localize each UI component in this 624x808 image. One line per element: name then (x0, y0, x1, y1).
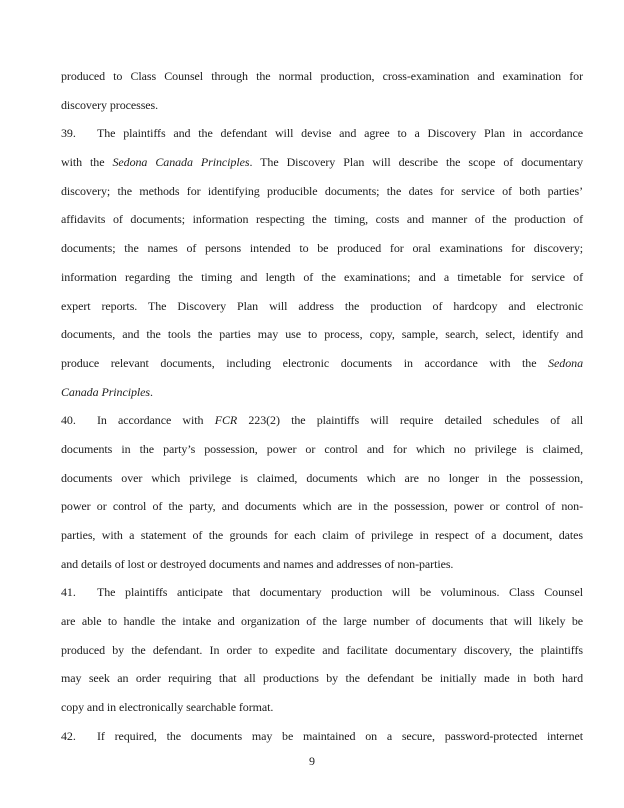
text-line (61, 91, 583, 120)
text-segment: Sedona Canada Principles (112, 155, 250, 170)
text-line (61, 435, 583, 464)
text-segment: may seek an order requiring that all productions by the defendant be initially made in both hard (61, 671, 583, 686)
text-segment: produced to Class Counsel through the normal production, cross-examination and examination for (61, 69, 583, 83)
paragraph (61, 62, 583, 119)
page-number: 9 (309, 754, 315, 768)
document-body (61, 62, 583, 751)
text-segment: parties, with a statement of the grounds for each claim of privilege in respect of a document, dates (61, 528, 583, 542)
text-line (61, 148, 583, 177)
text-line (61, 292, 583, 321)
paragraph (61, 119, 583, 406)
text-segment: documents; the names of persons intended to be produced for oral examinations for discovery; (61, 241, 583, 256)
paragraph (61, 406, 583, 578)
text-line (61, 578, 583, 607)
text-line (61, 119, 583, 148)
paragraph-number: 42. (61, 728, 76, 743)
text-segment: power or control of the party, and documents which are in the possession, power or control of non- (61, 499, 583, 514)
text-line (61, 664, 583, 693)
text-segment: FCR (214, 413, 238, 428)
text-segment: documents over which privilege is claimed, documents which are no longer in the possession, (61, 470, 583, 485)
paragraph (61, 578, 583, 721)
text-segment: discovery processes. (61, 97, 159, 112)
paragraph (61, 722, 583, 751)
paragraph-number: 40. (61, 413, 76, 428)
text-line (61, 693, 583, 722)
text-line (61, 62, 583, 91)
text-line (61, 263, 583, 292)
text-segment: produce relevant documents, including electronic documents in accordance with the (61, 355, 549, 370)
text-segment: . (149, 384, 153, 399)
text-segment: copy and in electronically searchable format. (61, 700, 274, 715)
text-segment: documents, and the tools the parties may use to process, copy, sample, search, select, identify and (61, 327, 583, 342)
text-segment: are able to handle the intake and organization of the large number of documents that will likely be (61, 614, 583, 629)
text-segment: The plaintiffs anticipate that documentary production will be voluminous. Class Counsel (97, 585, 583, 600)
text-segment: The plaintiffs and the defendant will devise and agree to a Discovery Plan in accordance (97, 126, 583, 141)
text-line (61, 234, 583, 263)
text-segment: and details of lost or destroyed documents and names and addresses of non-parties. (61, 556, 454, 571)
text-segment: In accordance with (97, 413, 215, 428)
text-line (61, 636, 583, 665)
text-segment: expert reports. The Discovery Plan will address the production of hardcopy and electronic (61, 298, 583, 313)
text-line (61, 492, 583, 521)
paragraph-number: 41. (61, 585, 76, 600)
text-segment: . The Discovery Plan will describe the scope of documentary (249, 155, 583, 170)
text-line (61, 550, 583, 579)
text-line (61, 464, 583, 493)
text-line (61, 378, 583, 407)
text-segment: 223(2) the plaintiffs will require detailed schedules of all (237, 413, 584, 428)
text-segment: Sedona (548, 355, 583, 370)
text-line (61, 406, 583, 435)
text-segment: with the (61, 155, 113, 170)
text-line (61, 177, 583, 206)
text-line (61, 521, 583, 550)
text-line (61, 205, 583, 234)
text-segment: documents in the party’s possession, power or control and for which no privilege is claimed, (61, 441, 583, 456)
paragraph-number: 39. (61, 126, 76, 141)
text-segment: affidavits of documents; information respecting the timing, costs and manner of the production of (61, 212, 583, 227)
text-segment: discovery; the methods for identifying producible documents; the dates for service of both parties’ (61, 183, 583, 198)
text-line (61, 349, 583, 378)
text-line (61, 320, 583, 349)
text-line (61, 607, 583, 636)
text-segment: produced by the defendant. In order to expedite and facilitate documentary discovery, the plaintiffs (61, 642, 583, 657)
text-segment: information regarding the timing and length of the examinations; and a timetable for service of (61, 269, 583, 284)
text-line (61, 722, 583, 751)
text-segment: Canada Principles (61, 384, 150, 399)
text-segment: If required, the documents may be maintained on a secure, password-protected internet (97, 728, 583, 743)
